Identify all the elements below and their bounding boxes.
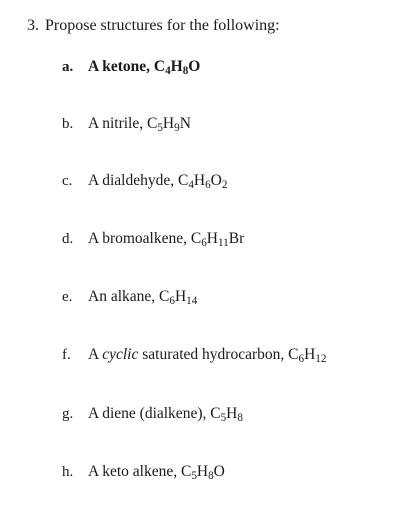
item-text [88, 115, 191, 135]
question-prompt: Propose structures for the following: [45, 17, 280, 34]
text-run: A diene (dialkene), C [88, 405, 221, 422]
text-run: Br [228, 230, 245, 247]
text-run: H [196, 463, 209, 480]
item-label: b. [62, 116, 74, 132]
list-item-f [62, 345, 326, 365]
text-run: H [170, 58, 183, 75]
item-label: h. [62, 464, 74, 480]
text-run: A nitrile, C [88, 115, 158, 132]
subscript: 5 [220, 412, 227, 425]
text-run: H [226, 405, 238, 422]
text-run: saturated hydrocarbon, C [138, 346, 299, 363]
list-item-c [62, 171, 227, 191]
list-item-g [62, 404, 243, 424]
item-label: c. [62, 173, 73, 189]
list-item-e [62, 287, 197, 307]
question-number: 3. [27, 17, 39, 34]
subscript: 8 [237, 412, 243, 425]
list-item-h [62, 462, 225, 482]
subscript: 12 [315, 353, 327, 366]
subscript: 6 [201, 237, 207, 250]
text-run: O [210, 172, 222, 189]
item-text [88, 463, 225, 483]
text-run: A ketone, C [88, 58, 166, 75]
subscript: 8 [182, 65, 189, 78]
text-run: O [213, 463, 225, 480]
text-run: O [188, 58, 201, 75]
text-run: A keto alkene, C [88, 463, 192, 480]
text-run: H [206, 230, 218, 247]
text-run: H [162, 115, 175, 132]
subscript: 9 [174, 122, 180, 135]
list-item-d [62, 229, 244, 249]
subscript: 6 [169, 295, 175, 308]
item-text [88, 230, 245, 250]
text-run: H [193, 172, 206, 189]
item-label: g. [62, 406, 74, 422]
subscript: 14 [186, 295, 198, 308]
item-text [88, 172, 228, 192]
question-heading [27, 17, 280, 35]
item-label: a. [62, 59, 74, 75]
text-run: H [304, 346, 316, 363]
item-text [88, 288, 198, 308]
item-text [88, 58, 201, 78]
italic-text: cyclic [102, 346, 139, 363]
subscript: 4 [188, 179, 194, 192]
item-text [88, 405, 243, 425]
subscript: 6 [205, 179, 211, 192]
text-run: A [88, 346, 103, 363]
subscript: 8 [208, 470, 214, 483]
subscript: 11 [218, 237, 229, 250]
subscript: 6 [298, 353, 305, 366]
item-label: f. [62, 347, 71, 363]
item-label: e. [62, 289, 73, 305]
subscript: 2 [221, 179, 228, 192]
text-run: An alkane, C [88, 288, 170, 305]
subscript: 5 [191, 470, 197, 483]
subscript: 5 [157, 122, 163, 135]
text-run: N [179, 115, 191, 132]
text-run: A dialdehyde, C [88, 172, 189, 189]
subscript: 4 [165, 65, 171, 78]
item-text [88, 346, 327, 366]
list-item-a [62, 57, 200, 77]
item-label: d. [62, 231, 74, 247]
text-run: A bromoalkene, C [88, 230, 202, 247]
text-run: H [174, 288, 187, 305]
list-item-b [62, 114, 191, 134]
